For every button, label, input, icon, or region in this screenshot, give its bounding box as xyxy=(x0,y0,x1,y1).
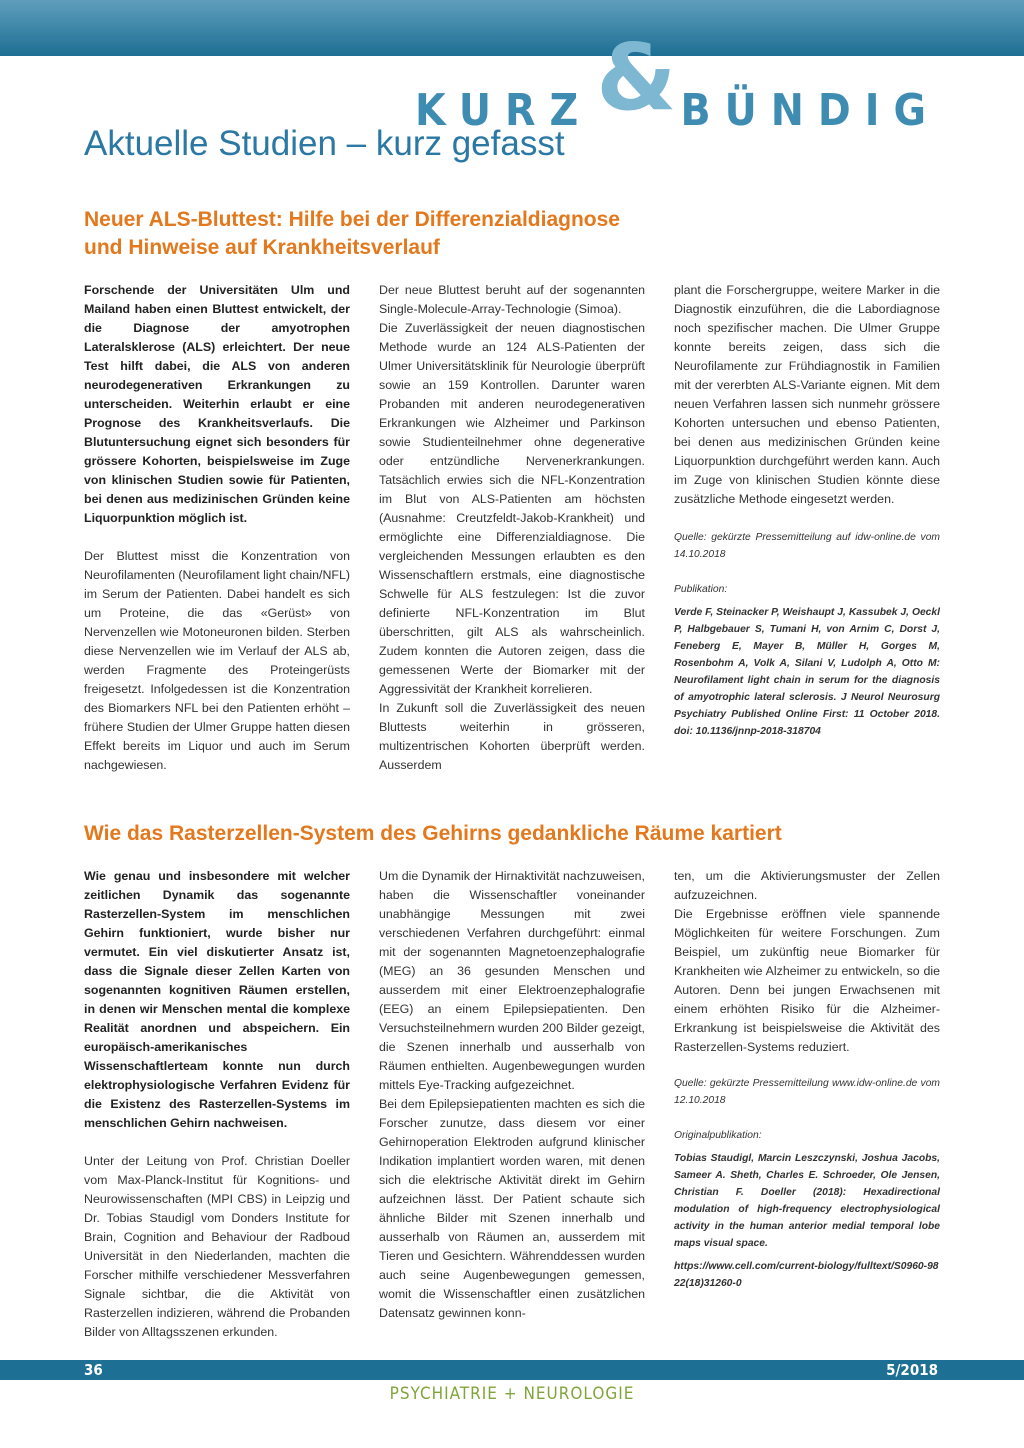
article1-lead: Forschende der Universitäten Ulm und Mailand haben einen Bluttest entwickelt, der die Diagnose der amyotrophen Lateralsklerose (ALS) erleichtert. Der neue Test hilft dabei, die ALS von anderen neurodegenerativen Erkrankungen zu unterscheiden. Weiterhin erlaubt er eine Prognose des Krankheitsverlaufs. Die Blutuntersuchung eignet sich besonders für grössere Kohorten, beispielsweise im Zuge von klinischen Studien sowie für Patienten, bei denen aus medizinischen Gründen keine Liquorpunktion möglich ist. xyxy=(84,283,350,525)
article2-col3-p2: Die Ergebnisse eröffnen viele spannende Möglichkeiten für weitere Forschungen. Zum Beispiel, um zukünftig neue Biomarker für Krankheiten wie Alzheimer zu entwickeln, so die Autoren. Denn bei jungen Erwachsenen mit einem erhöhten Risiko für die Alzheimer-Erkrankung ist beispielsweise die Aktivität des Rasterzellen-Systems reduziert. xyxy=(674,907,940,1054)
article2-pub-label: Originalpublikation: xyxy=(674,1130,762,1141)
article1-col1 xyxy=(84,281,350,775)
article2-col2-p2: Bei dem Epilepsiepatienten machten es sich die Forscher zunutze, dass diesem vor einer Gehirnoperation Elektroden aufgrund klinischer Indikation implantiert worden waren, mit denen sich die elektrische Aktivität direkt im Gehirn aufzeichnen lässt. Der Patient schaute sich ähnliche Bilder mit Szenen innerhalb und ausserhalb von Räumen an, ausserdem mit Tieren und Gesichtern. Währenddessen wurden auch seine Augenbewegungen gemessen, womit die Wissenschaftler einen zusätzlichen Datensatz gewinnen konn- xyxy=(379,1097,645,1320)
article1-source: Quelle: gekürzte Pressemitteilung auf idw-online.de vom 14.10.2018 xyxy=(674,532,940,560)
article2-pub-text: Tobias Staudigl, Marcin Leszczynski, Joshua Jacobs, Sameer A. Sheth, Charles E. Schroeder, Ole Jensen, Christian F. Doeller (2018): Hexadirectional modulation of high-frequency electrophysiological activity in the human anterior medial temporal lobe maps visual space. xyxy=(674,1153,940,1249)
article2-col3 xyxy=(674,867,940,1342)
issue-number: 5/2018 xyxy=(886,1361,938,1379)
article1-col2-p3: In Zukunft soll die Zuverlässigkeit des neuen Bluttests weiterhin in grösseren, multizentrischen Kohorten überprüft werden. Ausserdem xyxy=(379,701,645,772)
article1-pub-label: Publikation: xyxy=(674,584,728,595)
article1-col3 xyxy=(674,281,940,775)
article2-columns xyxy=(84,867,940,1342)
article2-title: Wie das Rasterzellen-System des Gehirns gedankliche Räume kartiert xyxy=(84,822,782,845)
article2-col2-p1: Um die Dynamik der Hirnaktivität nachzuweisen, haben die Wissenschaftler voneinander unabhängige Messungen mit zwei verschiedenen Verfahren durchgeführt: einmal mit der sogenannten Magnetoenzephalografie (MEG) an 36 gesunden Menschen und ausserdem mit einer Elektroenzephalografie (EEG) an einem Epilepsiepatienten. Den Versuchsteilnehmern wurden 200 Bilder gezeigt, die Szenen innerhalb und ausserhalb von Räumen enthielten. Augenbewegungen wurden mittels Eye-Tracking aufgezeichnet. xyxy=(379,869,645,1092)
article2-lead: Wie genau und insbesondere mit welcher zeitlichen Dynamik das sogenannte Rasterzellen-System im menschlichen Gehirn funktioniert, wurde bisher nur vermutet. Ein viel diskutierter Ansatz ist, dass die Signale dieser Zellen Karten von sogenannten kognitiven Räumen erstellen, in denen wir Menschen mental die komplexe Realität anordnen und abspeichern. Ein europäisch-amerikanisches Wissenschaftlerteam konnte nun durch elektrophysiologische Verfahren Evidenz für die Existenz des Rasterzellen-Systems im menschlichen Gehirn nachweisen. xyxy=(84,869,350,1130)
footer-bar xyxy=(0,1360,1024,1380)
article2-pub-url[interactable]: https://www.cell.com/current-biology/fulltext/S0960-9822(18)31260-0 xyxy=(674,1261,939,1289)
page-number: 36 xyxy=(84,1361,103,1379)
brand-kurz: KURZ xyxy=(415,85,593,136)
article1-col3-p1: plant die Forschergruppe, weitere Marker in die Diagnostik einzuführen, die die Labordiagnose noch spezifischer machen. Die Ulmer Gruppe konnte bereits zeigen, dass sich die Neurofilamente zur Frühdiagnostik in Familien mit der vererbten ALS-Variante eignen. Mit dem neuen Verfahren lassen sich nunmehr grössere Kohorten untersuchen und ebenso Patienten, bei denen aus medizinischen Gründen keine Liquorpunktion durchgeführt werden kann. Auch im Zuge von klinischen Studien könnte diese zusätzliche Methode eingesetzt werden. xyxy=(674,283,940,506)
article1-pub-text: Verde F, Steinacker P, Weishaupt J, Kassubek J, Oeckl P, Halbgebauer S, Tumani H, von Arnim C, Dorst J, Feneberg E, Mayer B, Müller H, Gorges M, Rosenbohm A, Volk A, Silani V, Ludolph A, Otto M: Neurofilament light chain in serum for the diagnosis of amyotrophic lateral sclerosis. J Neurol Neurosurg Psychiatry Published Online First: 11 October 2018. doi: 10.1136/jnnp-2018-318704 xyxy=(674,607,940,737)
article1-col1-body: Der Bluttest misst die Konzentration von Neurofilamenten (Neurofilament light chain/NFL) im Serum der Patienten. Dabei handelt es sich um Proteine, die das «Gerüst» von Nervenzellen wie Motoneuronen bilden. Sterben diese Nervenzellen wie im Verlauf der ALS ab, werden Fragmente des Proteingerüsts freigesetzt. Infolgedessen ist die Konzentration des Biomarkers NFL bei den Patienten erhöht – frühere Studien der Ulmer Gruppe hatten diesen Effekt bereits im Liquor und auch im Serum nachgewiesen. xyxy=(84,549,350,772)
brand-ampersand: & xyxy=(596,24,677,131)
brand-buendig: BÜNDIG xyxy=(680,85,940,136)
article1-title-line2: und Hinweise auf Krankheitsverlauf xyxy=(84,236,440,259)
article1-col2-p2: Die Zuverlässigkeit der neuen diagnostischen Methode wurde an 124 ALS-Patienten der Ulmer Universitätsklinik für Neurologie überprüft sowie an 159 Kontrollen. Darunter waren Probanden mit anderen neurodegenerativen Erkrankungen wie Alzheimer und Parkinson sowie Studienteilnehmer ohne degenerative oder entzündliche Nervenerkrankungen. Tatsächlich erwies sich die NFL-Konzentration im Blut von ALS-Patienten am höchsten (Ausnahme: Creutzfeldt-Jakob-Krankheit) und ermöglichte eine Differenzialdiagnose. Die vergleichenden Messungen erlaubten es den Wissenschaftlern erstmals, eine diagnostische Schwelle für ALS festzulegen: Ist die zuvor definierte NFL-Konzentration im Blut überschritten, gilt ALS als wahrscheinlich. Zudem konnten die Autoren zeigen, dass die gemessenen Werte der Biomarker mit der Aggressivität der Krankheit korrelieren. xyxy=(379,321,645,696)
article1-title-line1: Neuer ALS-Bluttest: Hilfe bei der Differenzialdiagnose xyxy=(84,208,620,231)
article2-source: Quelle: gekürzte Pressemitteilung www.idw-online.de vom 12.10.2018 xyxy=(674,1078,940,1106)
article2-col3-p1: ten, um die Aktivierungsmuster der Zellen aufzuzeichnen. xyxy=(674,869,940,902)
journal-name: PSYCHIATRIE + NEUROLOGIE xyxy=(389,1384,635,1404)
article2-col1 xyxy=(84,867,350,1342)
article1-col2 xyxy=(379,281,645,775)
page-title: Aktuelle Studien – kurz gefasst xyxy=(84,124,565,163)
article1-col2-p1: Der neue Bluttest beruht auf der sogenannten Single-Molecule-Array-Technologie (Simoa). xyxy=(379,283,645,316)
article2-col1-body: Unter der Leitung von Prof. Christian Doeller vom Max-Planck-Institut für Kognitions- und Neurowissenschaften (MPI CBS) in Leipzig und Dr. Tobias Staudigl vom Donders Institute for Brain, Cognition and Behaviour der Radboud Universität in den Niederlanden, machten die Forscher mithilfe verschiedener Messverfahren Signale sichtbar, die die Aktivität von Rasterzellen indizieren, während die Probanden Bilder von Alltagsszenen erkunden. xyxy=(84,1154,350,1339)
section-brand xyxy=(415,18,940,136)
article1-columns xyxy=(84,281,940,775)
article1-title xyxy=(84,206,620,262)
article2-col2 xyxy=(379,867,645,1342)
